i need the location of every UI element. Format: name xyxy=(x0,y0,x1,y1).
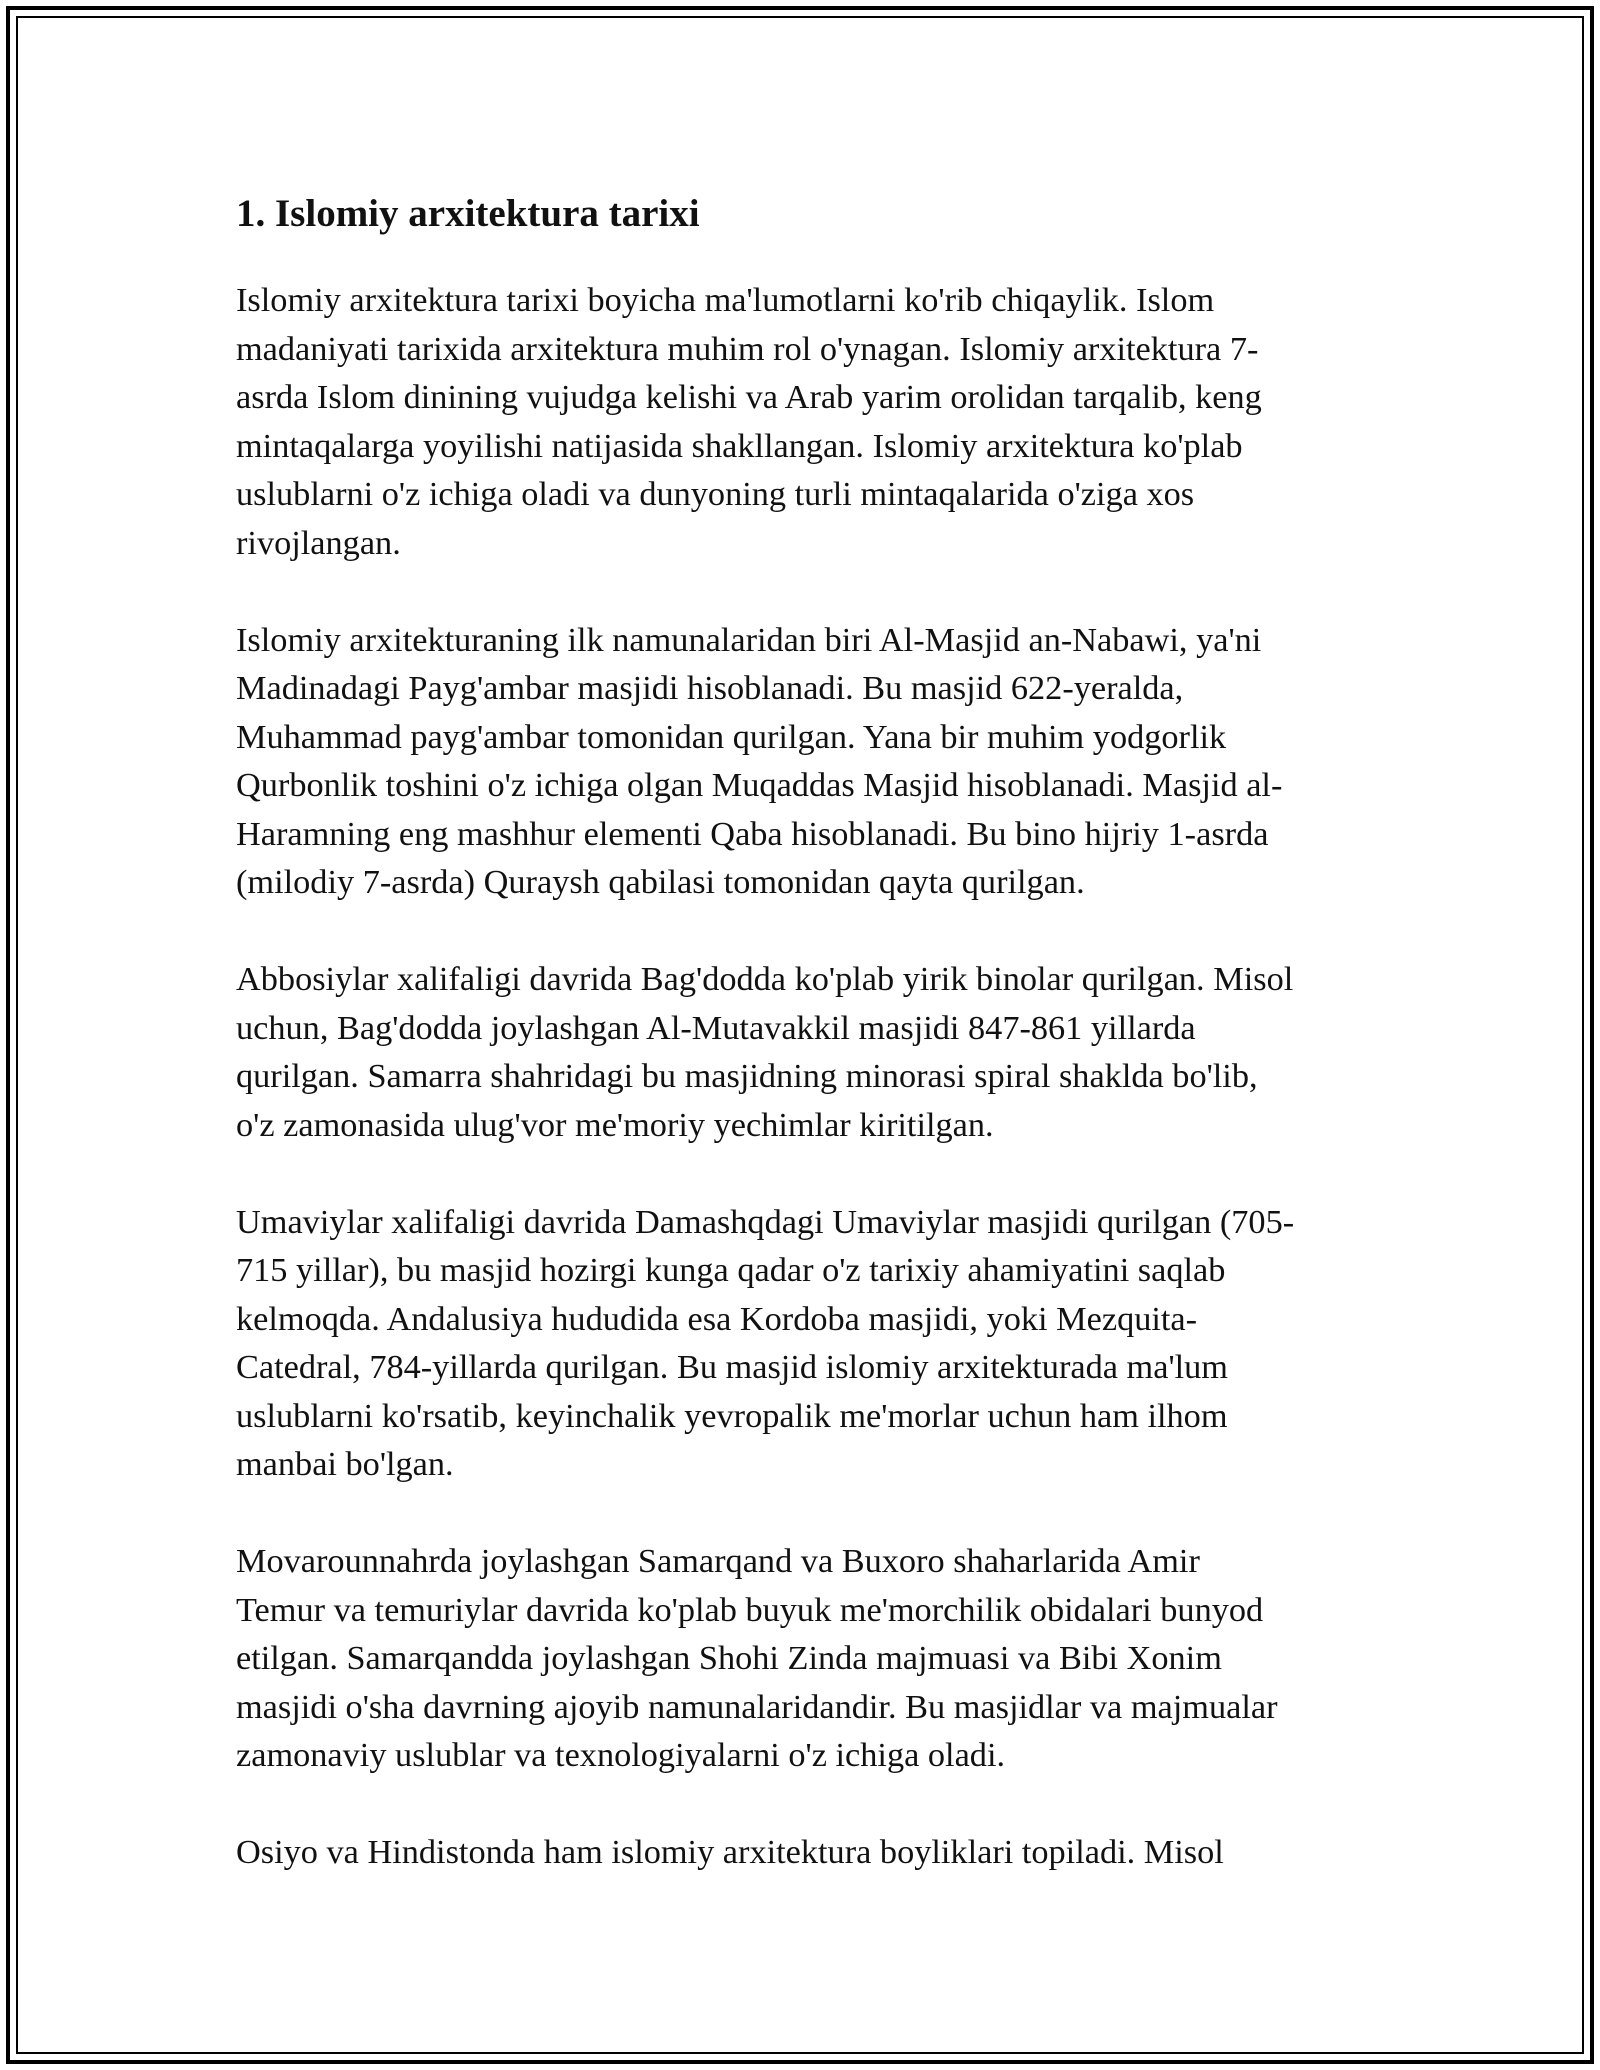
paragraph-4 xyxy=(236,1198,1376,1489)
paragraph-line: uchun, Bag'dodda joylashgan Al-Mutavakkil masjidi 847-861 yillarda xyxy=(236,1008,1196,1047)
paragraph-line: Abbosiylar xalifaligi davrida Bag'dodda ko'plab yirik binolar qurilgan. Misol xyxy=(236,960,1294,998)
paragraph-line: Qurbonlik toshini o'z ichiga olgan Muqaddas Masjid hisoblanadi. Masjid al- xyxy=(236,766,1283,804)
paragraph-line: (milodiy 7-asrda) Quraysh qabilasi tomonidan qayta qurilgan. xyxy=(236,863,1085,901)
paragraph-line: etilgan. Samarqandda joylashgan Shohi Zinda majmuasi va Bibi Xonim xyxy=(236,1639,1222,1677)
paragraph-line: o'z zamonasida ulug'vor me'moriy yechimlar kiritilgan. xyxy=(236,1105,994,1144)
paragraph-1 xyxy=(236,276,1376,567)
paragraph-line: Islomiy arxitektura tarixi boyicha ma'lumotlarni ko'rib chiqaylik. Islom xyxy=(236,281,1215,319)
paragraph-line: asrda Islom dinining vujudga kelishi va Arab yarim orolidan tarqalib, keng xyxy=(236,378,1262,416)
paragraph-line: Islomiy arxitekturaning ilk namunalaridan biri Al-Masjid an-Nabawi, ya'ni xyxy=(236,620,1262,659)
paragraph-line: rivojlangan. xyxy=(236,523,401,562)
paragraph-line: madaniyati tarixida arxitektura muhim rol o'ynagan. Islomiy arxitektura 7- xyxy=(236,329,1259,368)
paragraph-line: kelmoqda. Andalusiya hududida esa Kordoba masjidi, yoki Mezquita- xyxy=(236,1299,1198,1338)
paragraph-line: Catedral, 784-yillarda qurilgan. Bu masjid islomiy arxitekturada ma'lum xyxy=(236,1348,1228,1386)
paragraph-line: masjidi o'sha davrning ajoyib namunalaridandir. Bu masjidlar va majmualar xyxy=(236,1687,1278,1726)
paragraph-5 xyxy=(236,1537,1376,1780)
paragraph-line: uslublarni o'z ichiga oladi va dunyoning turli mintaqalarida o'ziga xos xyxy=(236,475,1195,513)
paragraph-line: Movarounnahrda joylashgan Samarqand va Buxoro shaharlarida Amir xyxy=(236,1542,1200,1580)
paragraph-2 xyxy=(236,616,1376,907)
paragraph-line: Haramning eng mashhur elementi Qaba hisoblanadi. Bu bino hijriy 1-asrda xyxy=(236,814,1269,853)
paragraph-line: Madinadagi Payg'ambar masjidi hisoblanadi. Bu masjid 622-yeralda, xyxy=(236,669,1184,707)
paragraph-line: Temur va temuriylar davrida ko'plab buyuk me'morchilik obidalari bunyod xyxy=(236,1590,1264,1629)
paragraph-line: Muhammad payg'ambar tomonidan qurilgan. Yana bir muhim yodgorlik xyxy=(236,717,1227,756)
paragraph-line: Osiyo va Hindistonda ham islomiy arxitektura boyliklari topiladi. Misol xyxy=(236,1833,1224,1871)
paragraph-line: Umaviylar xalifaligi davrida Damashqdagi Umaviylar masjidi qurilgan (705- xyxy=(236,1202,1295,1241)
paragraph-line: mintaqalarga yoyilishi natijasida shakllangan. Islomiy arxitektura ko'plab xyxy=(236,426,1243,465)
paragraph-line: zamonaviy uslublar va texnologiyalarni o'z ichiga oladi. xyxy=(236,1736,1006,1774)
paragraph-line: 715 yillar), bu masjid hozirgi kunga qadar o'z tarixiy ahamiyatini saqlab xyxy=(236,1251,1226,1289)
paragraph-line: manbai bo'lgan. xyxy=(236,1445,454,1483)
section-title: 1. Islomiy arxitektura tarixi xyxy=(236,192,700,235)
document-body xyxy=(236,186,1376,1925)
paragraph-6 xyxy=(236,1828,1376,1877)
paragraph-line: qurilgan. Samarra shahridagi bu masjidning minorasi spiral shaklda bo'lib, xyxy=(236,1057,1258,1095)
paragraph-line: uslublarni ko'rsatib, keyinchalik yevropalik me'morlar uchun ham ilhom xyxy=(236,1396,1228,1435)
paragraph-3 xyxy=(236,955,1376,1149)
